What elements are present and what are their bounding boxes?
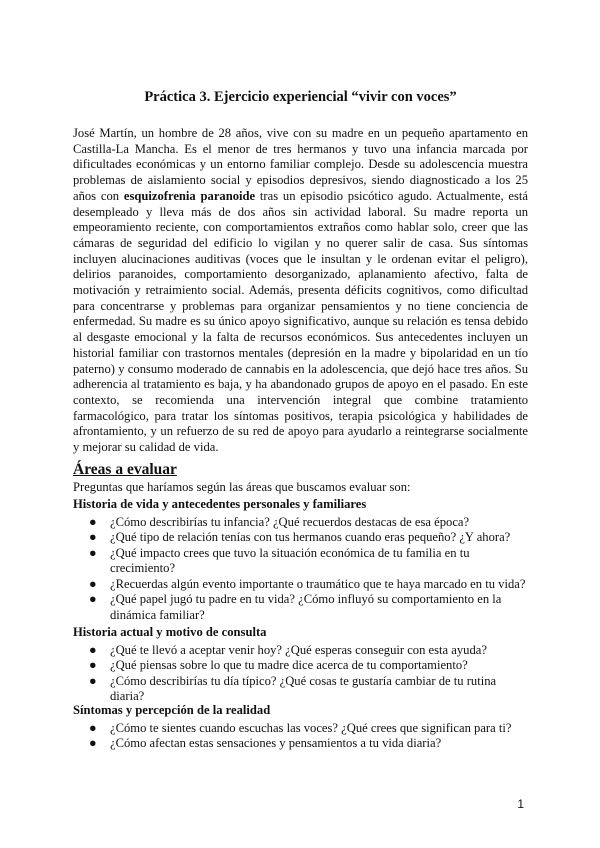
question-list xyxy=(73,643,528,705)
question-text: ¿Qué impacto crees que tuvo la situación económica de tu familia en tu crecimiento? xyxy=(110,545,470,575)
question-text: ¿Qué papel jugó tu padre en tu vida? ¿Cómo influyó su comportamiento en la dinámica familiar? xyxy=(110,592,502,622)
question-text: ¿Cómo te sientes cuando escuchas las voces? ¿Qué crees que significan para ti? xyxy=(110,720,512,735)
bullet-icon: ● xyxy=(89,592,97,606)
question-list xyxy=(73,721,528,752)
question-text: ¿Qué piensas sobre lo que tu madre dice acerca de tu comportamiento? xyxy=(110,658,468,672)
question-text: ¿Qué tipo de relación tenías con tus hermanos cuando eras pequeño? ¿Y ahora? xyxy=(110,530,511,544)
diagnosis-bold: esquizofrenia paranoide xyxy=(123,188,256,203)
question-text: ¿Qué te llevó a aceptar venir hoy? ¿Qué esperas conseguir con esta ayuda? xyxy=(110,642,487,657)
list-item xyxy=(89,514,528,531)
question-text: ¿Cómo describirías tu día típico? ¿Qué cosas te gustaría cambiar de tu rutina diaria? xyxy=(110,673,497,703)
bullet-icon: ● xyxy=(89,658,97,672)
question-text: ¿Recuerdas algún evento importante o traumático que te haya marcado en tu vida? xyxy=(110,576,526,591)
section-heading: Historia de vida y antecedentes personales y familiares xyxy=(73,497,367,511)
question-list xyxy=(73,515,528,624)
list-item xyxy=(89,592,528,623)
page-title: Práctica 3. Ejercicio experiencial “vivir con voces” xyxy=(144,89,457,105)
bullet-icon: ● xyxy=(89,514,97,529)
areas-heading: Áreas a evaluar xyxy=(73,461,177,478)
bullet-icon: ● xyxy=(89,736,97,750)
case-text-end: tras un episodio psicótico agudo. Actualmente, está desempleado y lleva más de dos años sin actividad laboral. Su madre reporta un empeoramiento reciente, con comportamientos extraños como hablar solo, creer que las cámaras de seguridad del edificio lo vigilan y no querer salir de casa. Sus síntomas incluyen alucinaciones auditivas (voces que le insultan y le ordenan evitar el peligro), delirios paranoides, comportamiento desorganizado, aplanamiento afectivo, falta de motivación y retraimiento social. Además, presenta déficits cognitivos, como dificultad para concentrarse y problemas para organizar pensamientos y no tiene conciencia de enfermedad. Su madre es su único apoyo significativo, aunque su relación es tensa debido al desgaste emocional y la falta de recursos económicos. Sus antecedentes incluyen un historial familiar con trastornos mentales (depresión en la madre y bipolaridad en un tío paterno) y consumo moderado de cannabis en la adolescencia, que dejó hace tres años. Su adherencia al tratamiento es baja, y ha abandonado grupos de apoyo en el pasado. En este contexto, se recomienda una intervención integral que combine tratamiento farmacológico, para tratar los síntomas positivos, terapia psicológica y habilidades de afrontamiento, y un refuerzo de su red de apoyo para ayudarlo a reintegrarse socialmente y mejorar su calidad de vida. xyxy=(73,188,528,455)
bullet-icon: ● xyxy=(89,545,97,560)
list-item xyxy=(89,720,528,737)
section-heading: Síntomas y percepción de la realidad xyxy=(73,703,271,717)
section-symptoms xyxy=(73,703,528,752)
page-number: 1 xyxy=(517,797,524,811)
areas-intro: Preguntas que haríamos según las áreas que buscamos evaluar son: xyxy=(73,480,411,494)
bullet-icon: ● xyxy=(89,642,97,657)
question-text: ¿Cómo afectan estas sensaciones y pensamientos a tu vida diaria? xyxy=(110,736,442,750)
section-heading: Historia actual y motivo de consulta xyxy=(73,625,267,639)
list-item xyxy=(89,576,528,593)
case-description xyxy=(73,126,528,456)
list-item xyxy=(89,658,528,674)
section-current-history xyxy=(73,625,528,705)
bullet-icon: ● xyxy=(89,576,97,591)
list-item xyxy=(89,736,528,752)
list-item xyxy=(89,530,528,546)
list-item xyxy=(89,642,528,659)
section-life-history xyxy=(73,497,528,623)
bullet-icon: ● xyxy=(89,720,97,735)
case-text-start: José Martín, un hombre de 28 años, vive con su madre en un pequeño apartamento en Castilla-La Mancha. Es el menor de tres hermanos y tuvo una infancia marcada por dificultades económicas y un entorno familiar complejo. Desde su adolescencia muestra problemas de aislamiento social y episodios depresivos, siendo diagnosticado a los 25 años con xyxy=(73,126,528,203)
question-text: ¿Cómo describirías tu infancia? ¿Qué recuerdos destacas de esa época? xyxy=(110,514,470,529)
list-item xyxy=(89,545,528,577)
list-item xyxy=(89,673,528,705)
bullet-icon: ● xyxy=(89,530,97,544)
bullet-icon: ● xyxy=(89,673,97,688)
